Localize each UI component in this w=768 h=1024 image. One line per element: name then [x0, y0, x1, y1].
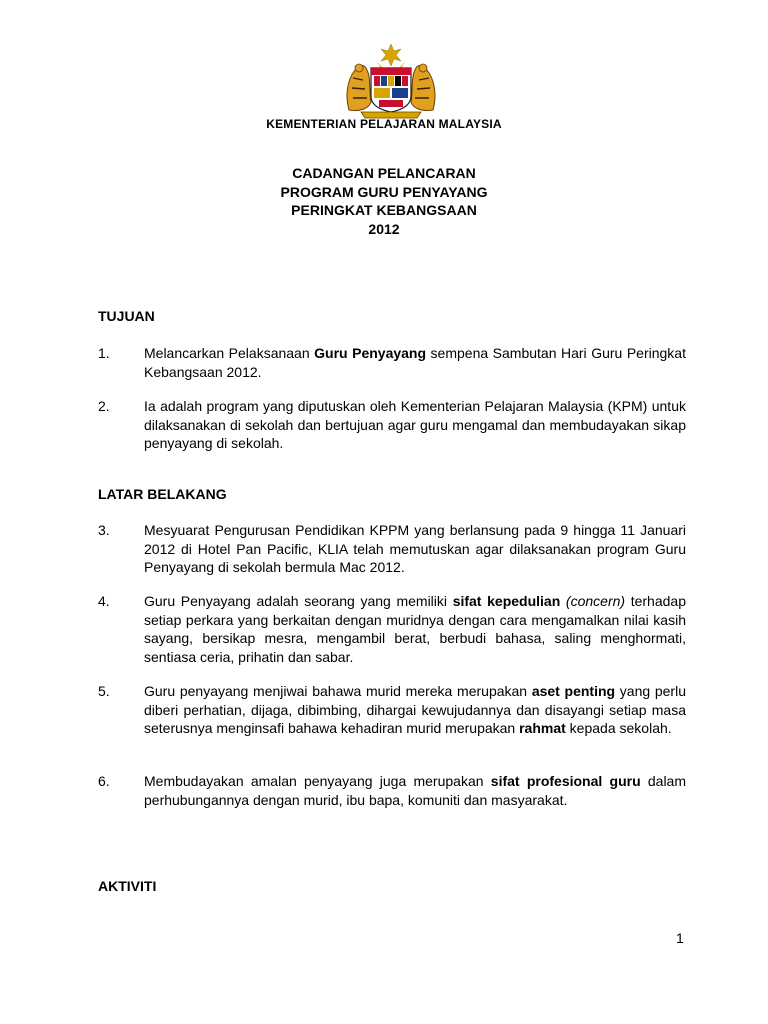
- paragraph-2: [98, 397, 686, 453]
- paragraph-4: [98, 592, 686, 666]
- title-line: 2012: [368, 220, 400, 237]
- paragraph-text: Melancarkan Pelaksanaan: [144, 345, 315, 361]
- section-heading-aktiviti: AKTIVITI: [98, 878, 157, 894]
- paragraph-3: [98, 521, 686, 577]
- italic-text: (concern): [560, 593, 626, 609]
- title-line: PROGRAM GURU PENYAYANG: [280, 183, 488, 200]
- paragraph-number: 5.: [98, 683, 110, 699]
- paragraph-number: 1.: [98, 345, 110, 361]
- paragraph-5: [98, 682, 686, 738]
- emphasis-text: aset penting: [531, 683, 616, 699]
- paragraph-text: terhadap setiap perkara yang berkaitan dengan muridnya dengan cara mengamalkan nilai kasih sayang, bersikap mesra, mengambil berat, berbudi bahasa, saling menghormati, sentiasa ceria, prihatin dan sabar.: [144, 593, 686, 665]
- document-title: [0, 164, 768, 238]
- paragraph-number: 6.: [98, 773, 110, 789]
- ministry-name: KEMENTERIAN PELAJARAN MALAYSIA: [266, 117, 502, 131]
- paragraph-text: Guru penyayang menjiwai bahawa murid mereka merupakan: [144, 683, 532, 699]
- malaysia-coat-of-arms-icon: [343, 44, 439, 120]
- section-heading-tujuan: TUJUAN: [98, 308, 155, 324]
- title-line: CADANGAN PELANCARAN: [292, 165, 476, 181]
- paragraph-number: 2.: [98, 398, 110, 414]
- paragraph-text: sempena Sambutan Hari Guru Peringkat Kebangsaan 2012.: [144, 345, 686, 380]
- emphasis-text: rahmat: [519, 720, 566, 736]
- emphasis-text: sifat profesional guru: [490, 773, 641, 789]
- title-line: PERINGKAT KEBANGSAAN: [291, 202, 477, 218]
- page-number: 1: [676, 930, 684, 946]
- paragraph-text: Ia adalah program yang diputuskan oleh Kementerian Pelajaran Malaysia (KPM) untuk dilaksanakan di sekolah dan bertujuan agar guru mengamal dan membudayakan sikap penyayang di sekolah.: [144, 398, 686, 451]
- paragraph-6: [98, 772, 686, 809]
- paragraph-text: dalam perhubungannya dengan murid, ibu bapa, komuniti dan masyarakat.: [144, 773, 687, 808]
- emphasis-text: Guru Penyayang: [314, 345, 427, 361]
- paragraph-text: kepada sekolah.: [565, 720, 672, 736]
- section-heading-latar-belakang: LATAR BELAKANG: [98, 486, 227, 502]
- paragraph-text: Guru Penyayang adalah seorang yang memiliki: [144, 593, 453, 609]
- emphasis-text: sifat kepedulian: [452, 593, 561, 609]
- paragraph-text: Membudayakan amalan penyayang juga merupakan: [144, 773, 491, 789]
- paragraph-1: [98, 344, 686, 381]
- paragraph-number: 4.: [98, 593, 110, 609]
- paragraph-text: Mesyuarat Pengurusan Pendidikan KPPM yang berlansung pada 9 hingga 11 Januari 2012 di Hotel Pan Pacific, KLIA telah memutuskan agar dilaksanakan program Guru Penyayang di sekolah bermula Mac 2012.: [144, 522, 686, 575]
- paragraph-number: 3.: [98, 522, 110, 538]
- paragraph-text: yang perlu diberi perhatian, dijaga, dibimbing, dihargai kewujudannya dan disayangi setiap masa seterusnya menginsafi bahawa kehadiran murid merupakan: [144, 683, 686, 736]
